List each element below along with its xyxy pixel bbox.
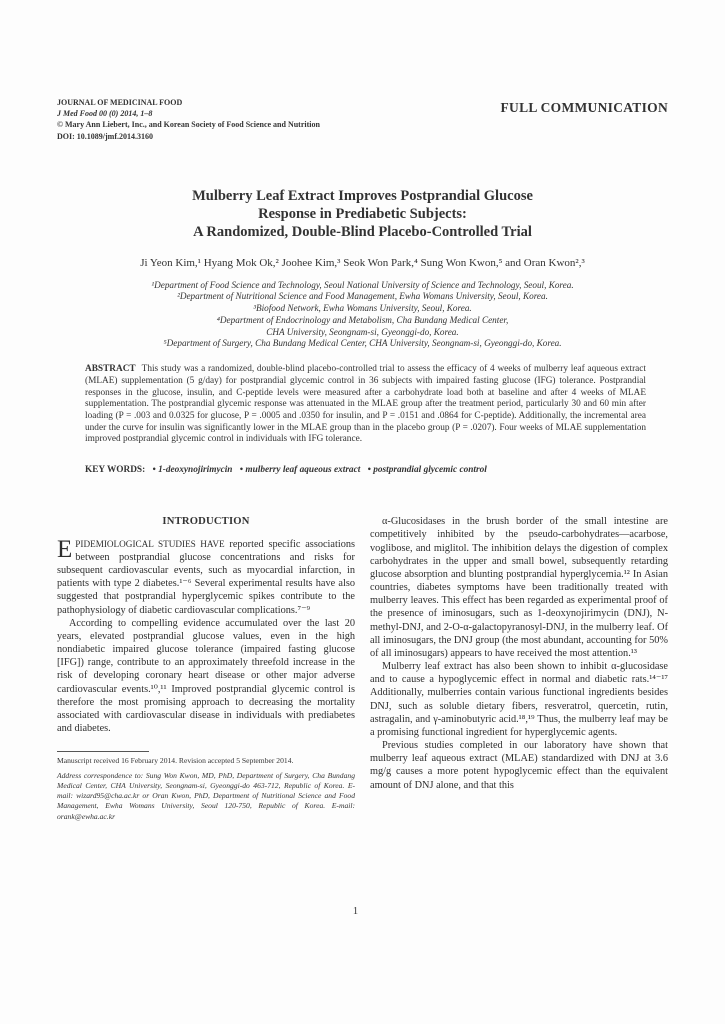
affiliations-block xyxy=(57,280,668,351)
affiliation-line: ⁵Department of Surgery, Cha Bundang Medical Center, CHA University, Seongnam-si, Gyeonggi-do, Korea. xyxy=(163,338,562,349)
affiliation-line: ¹Department of Food Science and Technology, Seoul National University of Science and Technology, Seoul, Korea. xyxy=(151,279,574,290)
journal-name: JOURNAL OF MEDICINAL FOOD xyxy=(57,98,183,107)
page-number: 1 xyxy=(352,906,359,917)
title-line-3: A Randomized, Double-Blind Placebo-Controlled Trial xyxy=(193,223,532,240)
introduction-paragraph-1 xyxy=(57,535,356,617)
abstract xyxy=(85,364,646,446)
dropcap-letter: E xyxy=(57,535,73,563)
journal-citation: J Med Food 00 (0) 2014, 1–8 xyxy=(57,109,153,119)
correspondence-note: Address correspondence to: Sung Won Kwon, MD, PhD, Department of Surgery, Cha Bundang Medical Center, CHA University, Seongnam-si, Gyeonggi-do 463-712, Republic of Korea. E-mail: wizard95@cha.ac.kr or Oran Kwon, PhD, Department of Nutritional Science and Food Management, Ewha Womans University, Seoul 120-750, Republic of Korea. E-mail: orank@ewha.ac.kr xyxy=(57,770,355,821)
authors-line: Ji Yeon Kim,¹ Hyang Mok Ok,² Joohee Kim,³ Seok Won Park,⁴ Sung Won Kwon,⁵ and Oran Kwon²,³ xyxy=(140,256,585,269)
introduction-heading: INTRODUCTION xyxy=(162,516,250,528)
keywords-line xyxy=(85,465,646,475)
article-type-banner: FULL COMMUNICATION xyxy=(500,100,668,115)
title-line-2: Response in Prediabetic Subjects: xyxy=(258,205,467,222)
keyword-item: • postprandial glycemic control xyxy=(367,465,487,476)
affiliation-line: ³Biofood Network, Ewha Womans University, Seoul, Korea. xyxy=(253,303,472,314)
body-columns xyxy=(57,515,668,822)
keyword-item: • mulberry leaf aqueous extract xyxy=(239,465,361,476)
body-paragraph-mulberry-extract: Mulberry leaf extract has also been shown to inhibit α-glucosidase and to cause a hypoglycemic effect in normal and diabetic rats.¹⁴⁻¹⁷ Additionally, mulberries contain various functional ingredients besides DNJ, such as soluble dietary fibers, resveratrol, quercetin, rutin, astragalin, and γ-aminobutyric acid.¹⁸,¹⁹ Thus, the mulberry leaf may be a promising functional ingredient for hyperglycemic agents. xyxy=(370,661,668,738)
introduction-paragraph-2: According to compelling evidence accumulated over the last 20 years, elevated postprandial glucose values, even in the high nondiabetic impaired glucose tolerance (impaired fasting glucose [IFG]) range, contribute to an approximately threefold increase in the risk of developing coronary heart disease or other major adverse cardiovascular events.¹⁰,¹¹ Improved postprandial glycemic control is therefore the most promising approach to decreasing the mortality associated with cardiovascular disease in individuals with prediabetes and diabetes. xyxy=(57,617,355,735)
introduction-paragraph-1-text: reported specific associations between postprandial glucose concentrations and risks for subsequent cardiovascular events, such as myocardial infarction, in patients with type 2 diabetes.¹⁻⁶ Several experimental results have also suggested that postprandial hyperglycemic spikes contribute to the pathophysiology of diabetic cardiovascular complications.⁷⁻⁹ xyxy=(57,538,356,616)
title-line-1: Mulberry Leaf Extract Improves Postprandial Glucose xyxy=(192,187,533,204)
journal-info-block xyxy=(57,97,320,142)
footnote-divider xyxy=(57,751,149,752)
copyright-line: © Mary Ann Liebert, Inc., and Korean Society of Food Science and Nutrition xyxy=(57,120,320,130)
abstract-label: ABSTRACT xyxy=(85,364,136,375)
keyword-item: • 1-deoxynojirimycin xyxy=(152,465,233,476)
abstract-text: This study was a randomized, double-blind placebo-controlled trial to assess the efficacy of 4 weeks of mulberry leaf aqueous extract (MLAE) supplementation (5 g/day) for postprandial glycemic control in 36 subjects with impaired fasting glucose (IFG) tolerance. Postprandial responses in the glucose, insulin, and C-peptide levels were measured after a carbohydrate load both at baseline and after 4 weeks of MLAE supplementation. The postprandial glycemic response was attenuated in the MLAE group after the treatment period, particularly 30 and 60 min after loading (P = .003 and 0.0325 for glucose, P = .0005 and .0350 for insulin, and P = .0151 and .0864 for C-peptide). Additionally, the incremental area under the curve for insulin was significantly lower in the MLAE group than in the placebo group (P = .0207). Four weeks of MLAE supplementation improved postprandial glycemic control in individuals with IFG tolerance. xyxy=(85,364,646,445)
article-title xyxy=(57,188,668,242)
keywords-label: KEY WORDS: xyxy=(85,465,146,476)
affiliation-line: CHA University, Seongnam-si, Gyeonggi-do, Korea. xyxy=(266,326,459,337)
manuscript-received-note: Manuscript received 16 February 2014. Revision accepted 5 September 2014. xyxy=(57,756,294,766)
page-header xyxy=(57,97,668,142)
doi-line: DOI: 10.1089/jmf.2014.3160 xyxy=(57,131,153,141)
body-paragraph-glucosidases: α-Glucosidases in the brush border of the small intestine are competitively inhibited by the pseudo-carbohydrates—acarbose, voglibose, and miglitol. The inhibition delays the digestion of complex carbohydrates in the upper and small bowel, subsequently retarding glucose absorption and blunting postprandial hyperglycemia.¹² In Asian countries, diabetes symptoms have been traditionally treated with mulberry leaves. This effect has been regarded as experimental proof of the presence of iminosugars, such as 1-deoxynojirimycin (DNJ), N-methyl-DNJ, and 2-O-α-galactopyranosyl-DNJ, in the mulberry leaf. Of all iminosugars, the DNJ group (the most abundant, accounting for 50% of all iminosugars) appears to have received the most attention.¹³ xyxy=(370,516,668,659)
body-paragraph-previous-studies: Previous studies completed in our laboratory have shown that mulberry leaf aqueous extract (MLAE) standardized with DNJ at 3.6 mg/g causes a more potent hypoglycemic effect than the equivalent amount of DNJ alone, and that this xyxy=(370,740,668,791)
affiliation-line: ²Department of Nutritional Science and Food Management, Ewha Womans University, Seoul, Korea. xyxy=(177,291,548,302)
left-column xyxy=(57,515,355,822)
affiliation-line: ⁴Department of Endocrinology and Metabolism, Cha Bundang Medical Center, xyxy=(216,314,509,325)
right-column xyxy=(370,515,668,822)
introduction-lead-smallcaps: PIDEMIOLOGICAL STUDIES HAVE xyxy=(75,538,225,549)
